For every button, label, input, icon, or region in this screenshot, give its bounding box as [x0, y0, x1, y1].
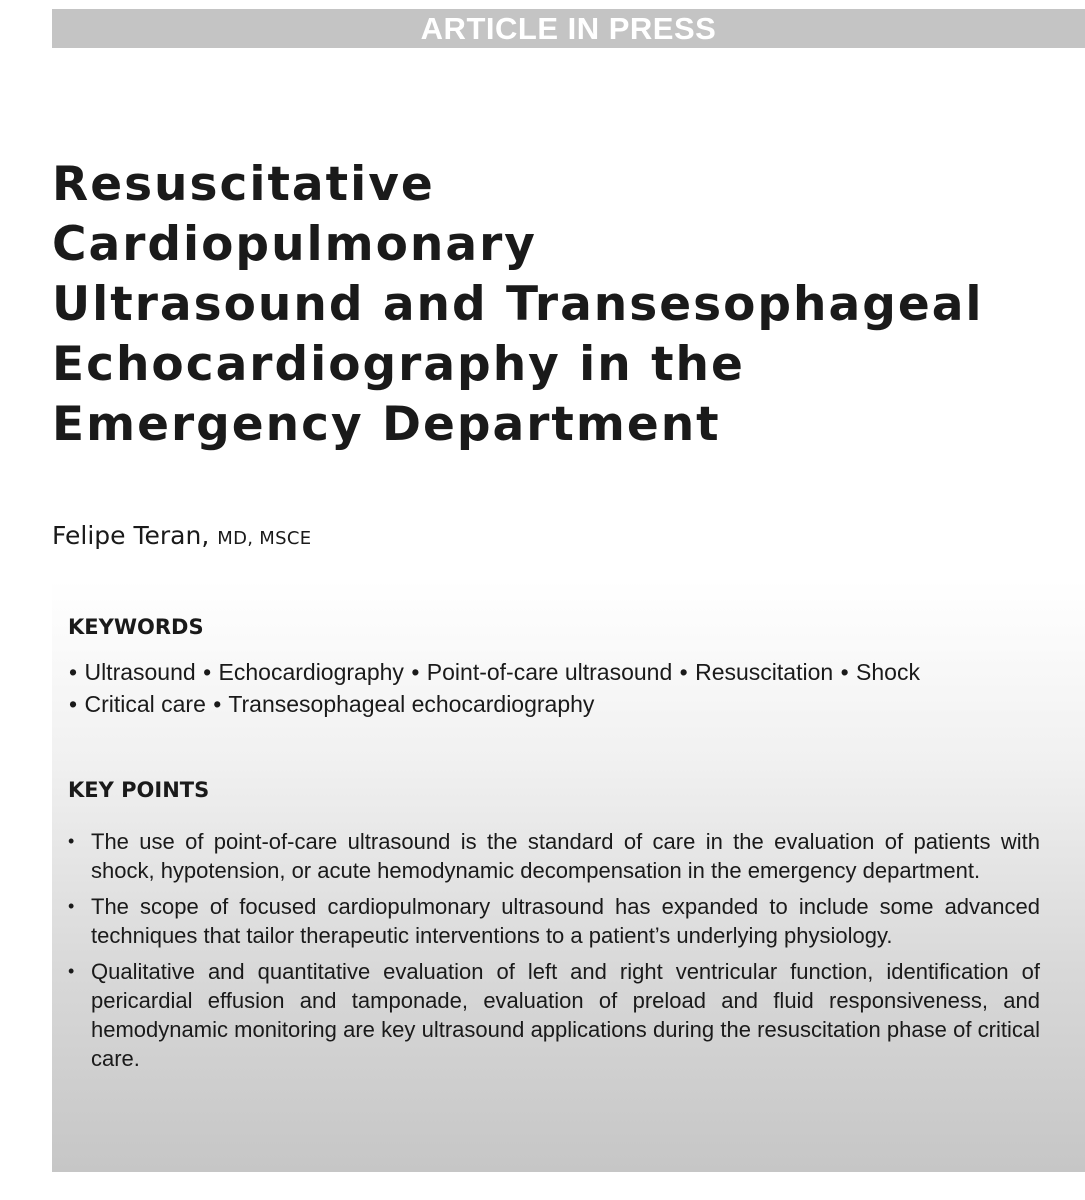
- keyword-bullet: •: [213, 691, 222, 717]
- keyword-bullet: •: [840, 659, 849, 685]
- title-line: Echocardiography in the: [52, 337, 745, 392]
- keyword-bullet: •: [679, 659, 688, 685]
- keyword: Resuscitation: [695, 659, 834, 685]
- title-line: Emergency Department: [52, 397, 721, 452]
- key-points-list: [68, 827, 1040, 1080]
- keyword: Transesophageal echocardiography: [228, 691, 595, 717]
- key-point-bullet: •: [68, 961, 75, 981]
- keyword-bullet: •: [69, 691, 78, 717]
- keyword-bullet: •: [69, 659, 78, 685]
- key-point-text: The use of point-of-care ultrasound is the standard of care in the evaluation of patients with shock, hypotension, or acute hemodynamic decompensation in the emergency department.: [91, 829, 1040, 883]
- article-title: [52, 155, 1072, 455]
- title-line: Cardiopulmonary: [52, 217, 537, 272]
- keyword-bullet: •: [203, 659, 212, 685]
- keyword: Point-of-care ultrasound: [426, 659, 673, 685]
- key-point-text: The scope of focused cardiopulmonary ultrasound has expanded to include some advanced techniques that tailor therapeutic interventions to a patient’s underlying physiology.: [91, 894, 1040, 948]
- author-name: Felipe Teran,: [52, 521, 210, 550]
- author-credentials: MD, MSCE: [217, 528, 312, 549]
- keyword: Echocardiography: [218, 659, 404, 685]
- key-point-bullet: •: [68, 896, 75, 916]
- title-line: Resuscitative: [52, 157, 435, 212]
- keyword: Shock: [856, 659, 920, 685]
- keyword: Ultrasound: [84, 659, 196, 685]
- keywords-line: [68, 656, 1078, 688]
- article-in-press-banner: ARTICLE IN PRESS: [52, 9, 1085, 48]
- author-byline: [52, 518, 311, 557]
- key-points-heading: KEY POINTS: [68, 778, 210, 802]
- keyword: Critical care: [84, 691, 206, 717]
- keywords-list: [68, 656, 1078, 720]
- keyword-bullet: •: [411, 659, 420, 685]
- key-point-bullet: •: [68, 831, 75, 851]
- key-point-item: [68, 957, 1040, 1073]
- title-line: Ultrasound and Transesophageal: [52, 277, 984, 332]
- key-point-text: Qualitative and quantitative evaluation of left and right ventricular function, identification of pericardial effusion and tamponade, evaluation of preload and fluid responsiveness, and hemodynamic monitoring are key ultrasound applications during the resuscitation phase of critical care.: [91, 959, 1040, 1071]
- key-point-item: [68, 892, 1040, 950]
- key-point-item: [68, 827, 1040, 885]
- abstract-box: [52, 580, 1085, 1172]
- keywords-line: [68, 688, 1078, 720]
- keywords-heading: KEYWORDS: [68, 615, 204, 639]
